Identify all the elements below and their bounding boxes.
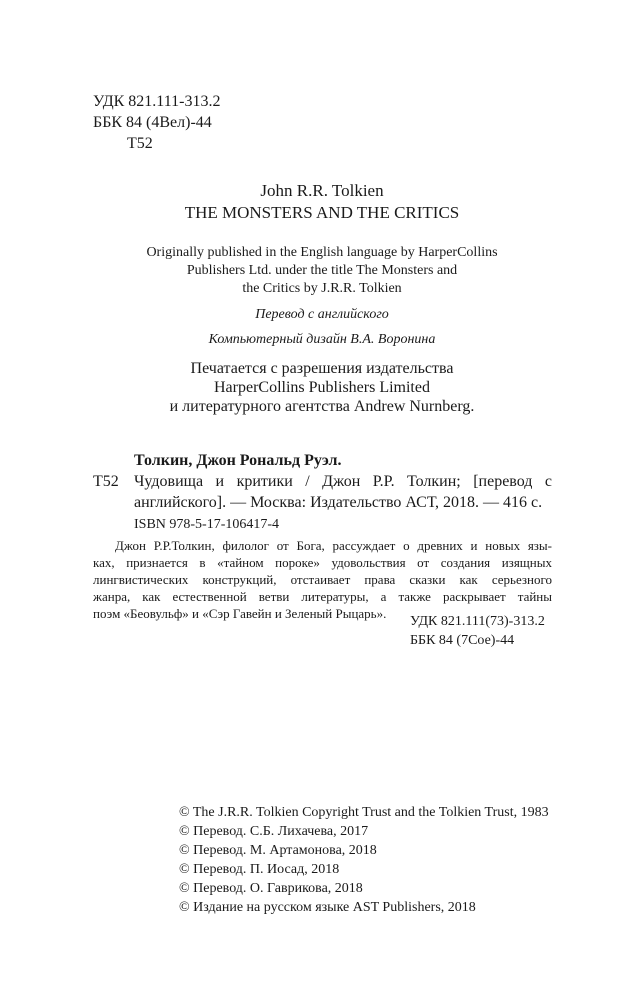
- original-title: THE MONSTERS AND THE CRITICS: [184, 203, 460, 222]
- copyright-line: © Перевод. С.Б. Лихачева, 2017: [179, 824, 369, 839]
- copyright-line: © The J.R.R. Tolkien Copyright Trust and the Tolkien Trust, 1983: [179, 805, 549, 820]
- annotation-line: ках, признается в «тайном пороке» удовольствия от создания изящных: [93, 555, 552, 570]
- permission-line: Печатается с разрешения издательства: [190, 360, 454, 377]
- catalog-author-mark: Т52: [93, 473, 119, 490]
- design-credit: Компьютерный дизайн В.А. Воронина: [208, 332, 436, 347]
- publication-line: Originally published in the English language by HarperCollins: [146, 245, 498, 260]
- catalog-heading: Толкин, Джон Рональд Руэл.: [134, 452, 342, 469]
- copyright-line: © Перевод. П. Иосад, 2018: [179, 862, 340, 877]
- permission-line: и литературного агентства Andrew Nurnberg.: [169, 398, 475, 415]
- publication-line: the Critics by J.R.R. Tolkien: [242, 281, 402, 296]
- copyright-line: © Перевод. О. Гаврикова, 2018: [179, 881, 363, 896]
- annotation-line: лингвистических конструкций, отстаивает права сказки как серьезного: [93, 572, 552, 587]
- bbk-code: ББК 84 (4Вел)-44: [93, 114, 212, 131]
- publication-line: Publishers Ltd. under the title The Monsters and: [186, 263, 458, 278]
- translation-credit: Перевод с английского: [255, 307, 389, 322]
- original-author: John R.R. Tolkien: [260, 181, 384, 200]
- catalog-entry-line: Чудовища и критики / Джон Р.Р. Толкин; [перевод с: [134, 473, 552, 490]
- annotation-line: жанра, как естественной ветви литературы, а также раскрывает тайны: [93, 589, 552, 604]
- annotation-line: Джон Р.Р.Толкин, филолог от Бога, рассуждает о древних и новых язы-: [115, 538, 552, 553]
- annotation-line: поэм «Беовульф» и «Сэр Гавейн и Зеленый Рыцарь».: [93, 606, 387, 621]
- catalog-bbk: ББК 84 (7Сое)-44: [410, 633, 515, 648]
- author-mark: Т52: [127, 135, 153, 152]
- isbn: ISBN 978-5-17-106417-4: [134, 517, 280, 532]
- copyright-line: © Перевод. М. Артамонова, 2018: [179, 843, 377, 858]
- copyright-line: © Издание на русском языке AST Publishers, 2018: [179, 900, 476, 915]
- permission-line: HarperCollins Publishers Limited: [214, 379, 430, 396]
- udk-code: УДК 821.111-313.2: [93, 93, 221, 110]
- catalog-entry-line: английского]. — Москва: Издательство АСТ, 2018. — 416 с.: [134, 494, 543, 511]
- catalog-udk: УДК 821.111(73)-313.2: [410, 614, 545, 629]
